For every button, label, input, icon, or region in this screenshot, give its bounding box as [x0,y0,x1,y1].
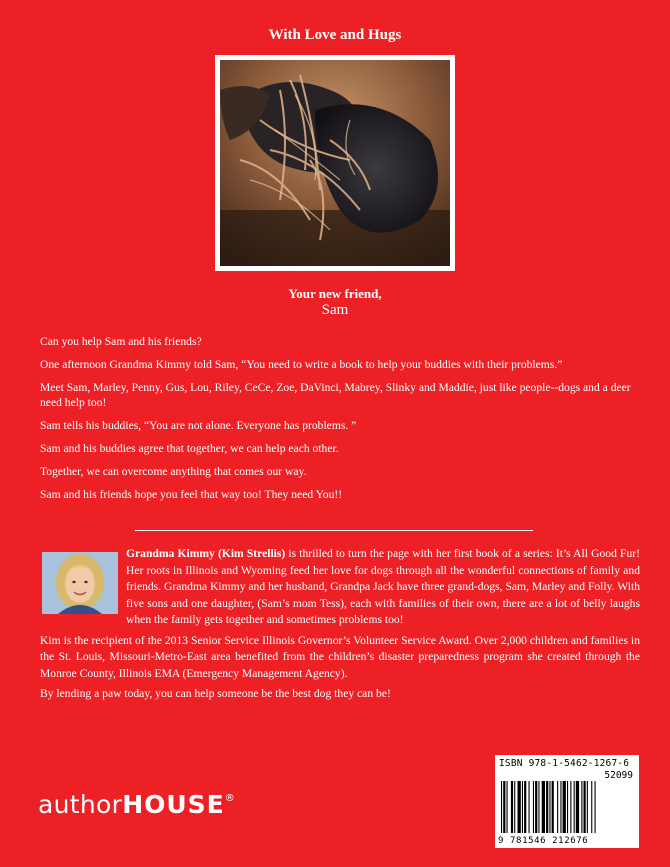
barcode-bars [501,781,633,833]
dog-paw-photo [215,55,455,271]
publisher-logo [38,790,235,819]
caption-line-1: Your new friend, [288,286,382,301]
story-paragraph: Meet Sam, Marley, Penny, Gus, Lou, Riley, CeCe, Zoe, DaVinci, Mabrey, Slinky and Maddie, just like people--dogs and a deer need help too! [40,381,631,409]
header-title: With Love and Hugs [268,27,402,43]
author-name: Grandma Kimmy (Kim Strellis) [126,547,286,560]
isbn-barcode [495,755,639,848]
bio-paragraph-1 [40,546,640,629]
section-divider [135,530,533,531]
price-code: 52099 [604,770,633,781]
logo-text-author: author [38,790,123,819]
bio-paragraph-3: By lending a paw today, you can help someone be the best dog they can be! [40,687,391,700]
registered-mark: ® [224,793,236,804]
story-paragraph: Sam tells his buddies, “You are not alone. Everyone has problems. ” [40,419,357,432]
author-bio [40,546,640,707]
story-paragraph: Sam and his friends hope you feel that way too! They need You!! [40,488,343,501]
story-paragraph: Can you help Sam and his friends? [40,335,202,348]
bio-paragraph-2: Kim is the recipient of the 2013 Senior Service Illinois Governor’s Volunteer Service Award. Over 2,000 children and families in the St. Louis, Missouri-Metro-East area benefited from the children’s disaster preparedness program she created through the Monroe County, Illinois EMA (Emergency Management Agency). [40,633,640,680]
dog-paw-image [220,60,450,266]
story-paragraph: One afternoon Grandma Kimmy told Sam, “You need to write a book to help your buddies with their problems.” [40,358,563,371]
caption-line-2: Sam [321,302,349,318]
story-paragraph: Together, we can overcome anything that comes our way. [40,465,307,478]
logo-text-house: HOUSE [122,790,225,819]
isbn-number: ISBN 978-1-5462-1267-6 [499,758,630,769]
barcode-digits: 9 781546 212676 [498,836,589,846]
story-text [40,334,640,510]
story-paragraph: Sam and his buddies agree that together, we can help each other. [40,442,339,455]
bio-paragraph-1-text: is thrilled to turn the page with her first book of a series: It’s All Good Fur! Her roots in Illinois and Wyoming feed her love for dogs through all the wonderful connections of family and friends. Grandma Kimmy and her husband, Grandpa Jack have three grand-dogs, Sam, Marley and Folly. With five sons and one daughter, (Sam’s mom Tess), each with families of their own, there are a lot of belly laughs when the family gets together and sometimes problems too! [126,547,640,626]
